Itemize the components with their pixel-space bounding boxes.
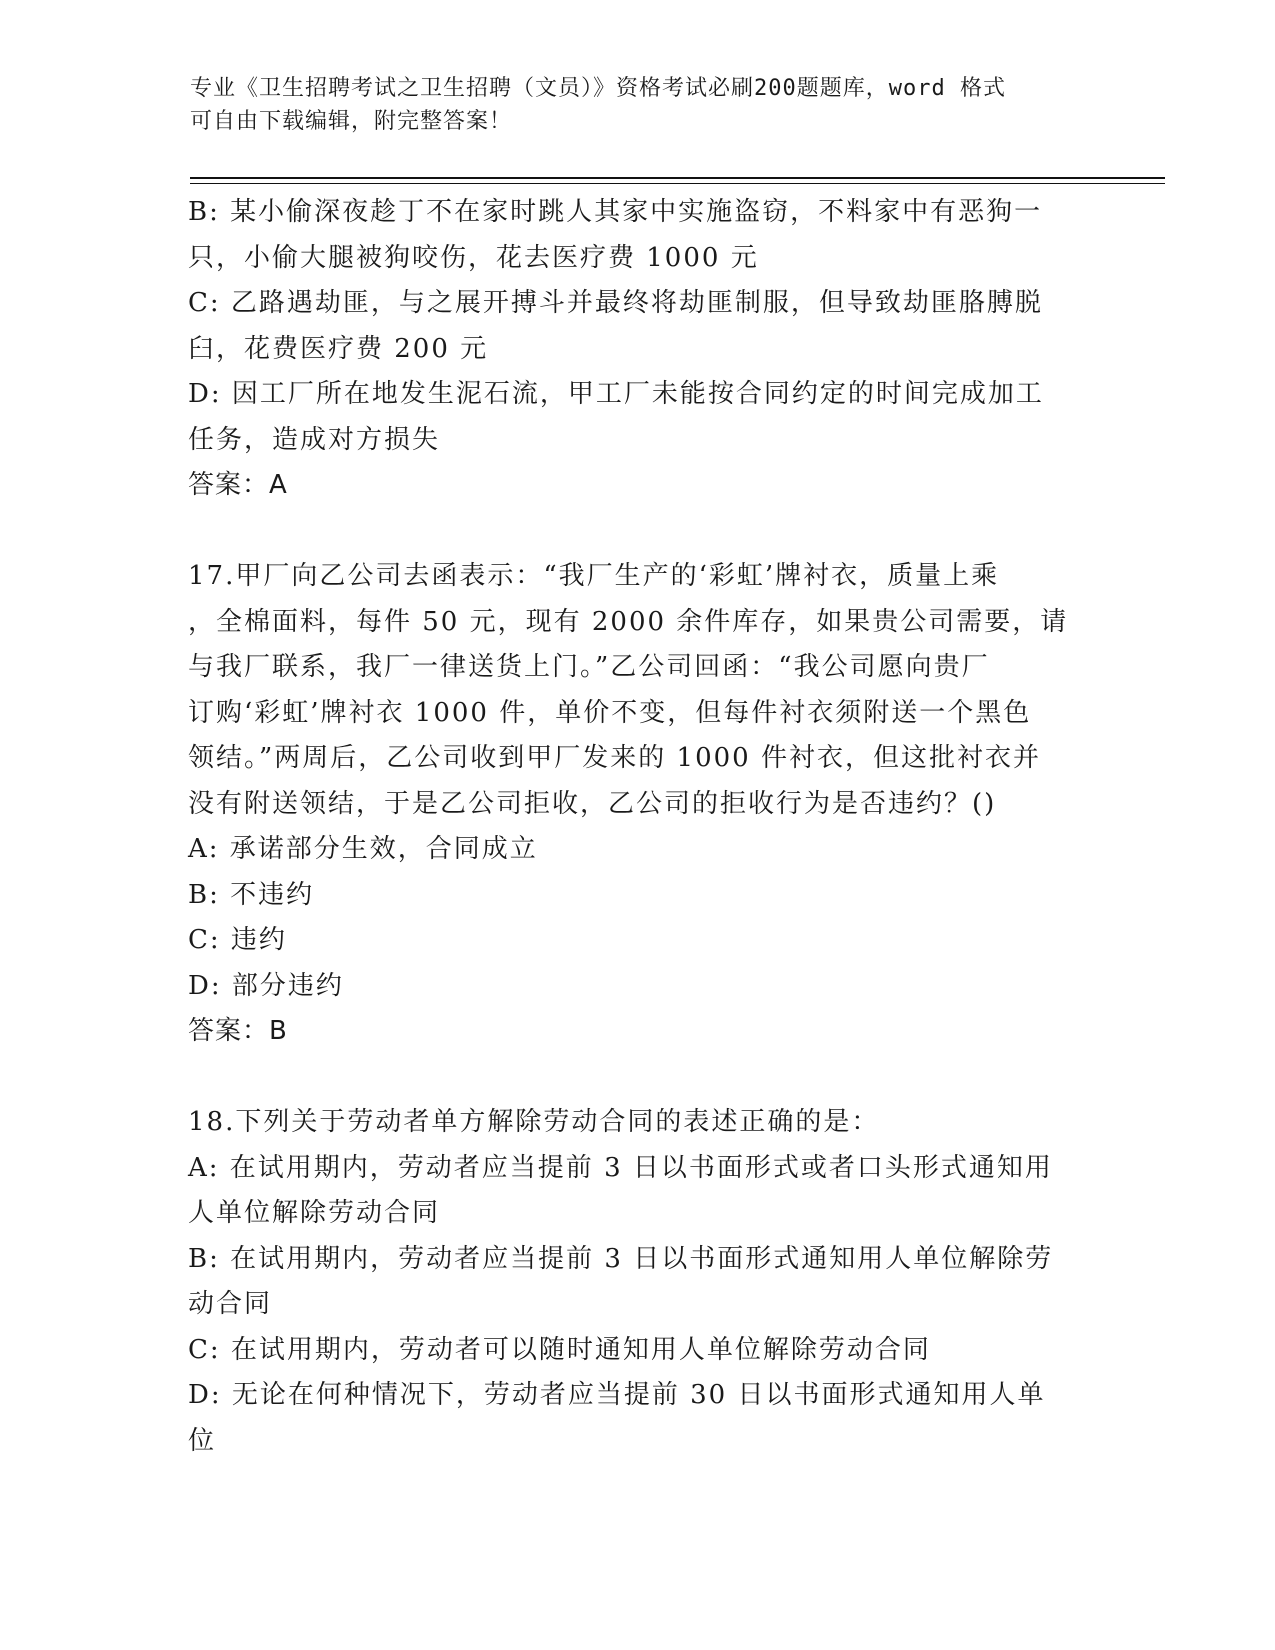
stem-line: 17.甲厂向乙公司去函表示：“我厂生产的‘彩虹’牌衬衣，质量上乘 <box>188 561 1000 591</box>
option-line: 臼，花费医疗费 200 元 <box>188 333 489 364</box>
question-16-answer: 答案：A <box>188 470 288 500</box>
question-17-answer: 答案：B <box>188 1016 288 1046</box>
question-17-stem <box>188 554 1088 827</box>
spacer <box>188 1055 1088 1101</box>
document-header <box>190 72 1090 138</box>
question-17-option-a: A: 承诺部分生效，合同成立 <box>188 834 538 864</box>
option-line: B: 某小偷深夜趁丁不在家时跳人其家中实施盗窃，不料家中有恶狗一 <box>188 197 1043 227</box>
header-title-line-2: 可自由下载编辑，附完整答案！ <box>190 109 513 134</box>
header-divider-thin <box>190 183 1165 184</box>
stem-line: 与我厂联系，我厂一律送货上门。”乙公司回函：“我公司愿向贵厂 <box>188 652 990 682</box>
option-line: A: 在试用期内，劳动者应当提前 3 日以书面形式或者口头形式通知用 <box>188 1152 1053 1183</box>
question-18-option-a <box>188 1146 1088 1237</box>
option-line: C: 乙路遇劫匪，与之展开搏斗并最终将劫匪制服，但导致劫匪胳膊脱 <box>188 288 1043 318</box>
option-line: 任务，造成对方损失 <box>188 424 441 455</box>
option-line: D: 无论在何种情况下，劳动者应当提前 30 日以书面形式通知用人单 <box>188 1380 1046 1410</box>
option-line: B: 在试用期内，劳动者应当提前 3 日以书面形式通知用人单位解除劳 <box>188 1243 1054 1274</box>
header-divider-thick <box>190 177 1165 179</box>
spacer <box>188 509 1088 555</box>
question-18-option-d <box>188 1373 1088 1464</box>
document-body <box>188 190 1088 1464</box>
question-16-option-b <box>188 190 1088 281</box>
option-line: D: 因工厂所在地发生泥石流，甲工厂未能按合同约定的时间完成加工 <box>188 379 1044 409</box>
stem-line: ，全棉面料，每件 50 元，现有 2000 余件库存，如果贵公司需要，请 <box>188 606 1069 637</box>
stem-line: 没有附送领结，于是乙公司拒收，乙公司的拒收行为是否违约？() <box>188 788 997 819</box>
question-16-option-c <box>188 281 1088 372</box>
option-line: 位 <box>188 1425 217 1456</box>
question-18-option-b <box>188 1237 1088 1328</box>
question-17-option-b: B: 不违约 <box>188 879 315 910</box>
question-17-option-d: D: 部分违约 <box>188 970 344 1001</box>
option-line: 动合同 <box>188 1289 273 1319</box>
question-18-stem: 18.下列关于劳动者单方解除劳动合同的表述正确的是： <box>188 1107 880 1137</box>
question-18-option-c: C: 在试用期内，劳动者可以随时通知用人单位解除劳动合同 <box>188 1334 931 1365</box>
stem-line: 领结。”两周后，乙公司收到甲厂发来的 1000 件衬衣，但这批衬衣并 <box>188 743 1041 773</box>
stem-line: 订购‘彩虹’牌衬衣 1000 件，单价不变，但每件衬衣须附送一个黑色 <box>188 697 1032 728</box>
header-title-line-1: 专业《卫生招聘考试之卫生招聘（文员）》资格考试必刷200题题库，word 格式 <box>190 76 1006 101</box>
question-17-option-c: C: 违约 <box>188 925 287 955</box>
option-line: 人单位解除劳动合同 <box>188 1198 441 1228</box>
option-line: 只，小偷大腿被狗咬伤，花去医疗费 1000 元 <box>188 242 759 273</box>
question-16-option-d <box>188 372 1088 463</box>
